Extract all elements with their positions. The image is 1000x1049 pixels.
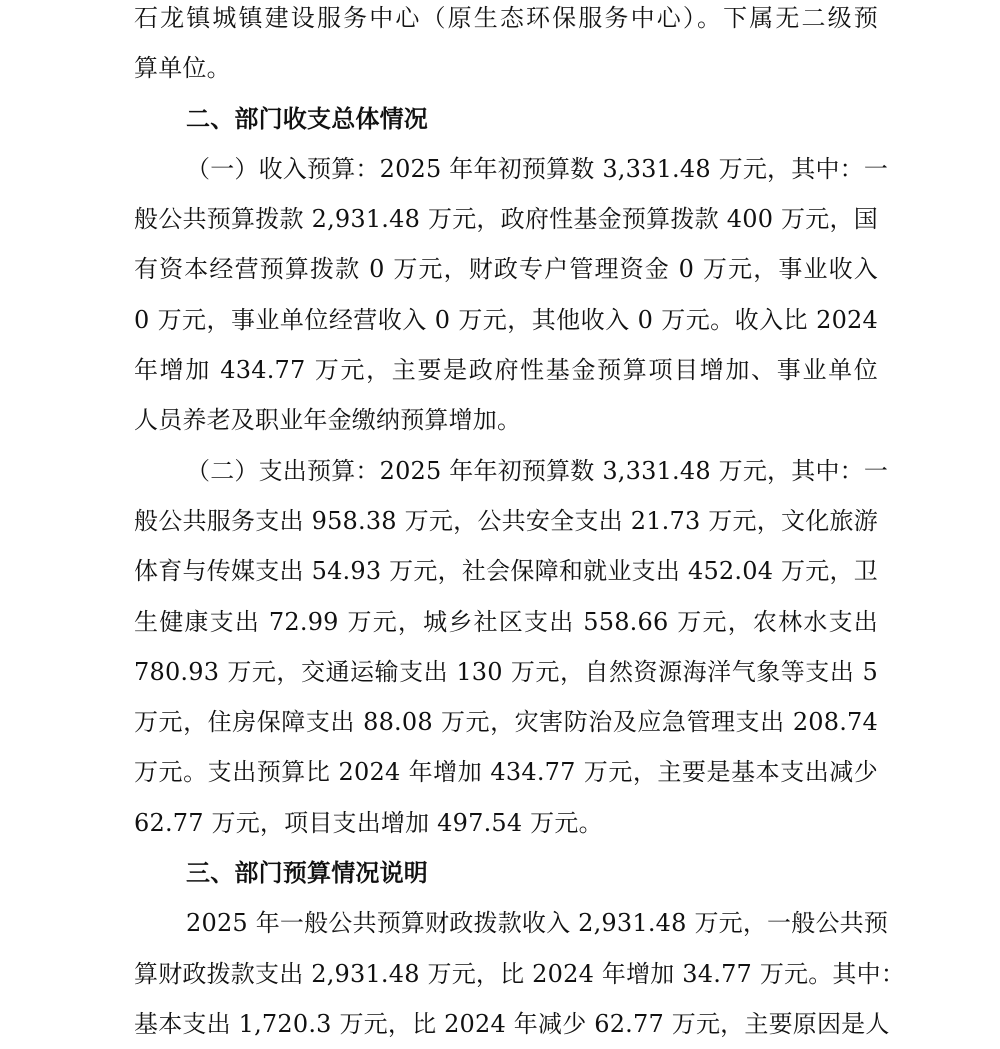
- text-line: 0 万元，事业单位经营收入 0 万元，其他收入 0 万元。收入比 2024: [134, 305, 878, 334]
- text-line: 算单位。: [134, 54, 231, 83]
- section-heading-overview: 二、部门收支总体情况: [186, 104, 428, 133]
- text-line: 62.77 万元，项目支出增加 497.54 万元。: [134, 808, 603, 837]
- text-line: （二）支出预算：2025 年年初预算数 3,331.48 万元，其中：一: [186, 456, 889, 485]
- document-page: [134, 0, 906, 1049]
- income-budget-paragraph: [134, 144, 889, 446]
- budget-explanation-paragraph: [134, 898, 906, 1049]
- text-line: 780.93 万元，交通运输支出 130 万元，自然资源海洋气象等支出 5: [134, 657, 878, 686]
- text-line: 人员养老及职业年金缴纳预算增加。: [134, 406, 522, 435]
- text-line: 算财政拨款支出 2,931.48 万元，比 2024 年增加 34.77 万元。其中：: [134, 959, 906, 988]
- text-line: 有资本经营预算拨款 0 万元，财政专户管理资金 0 万元，事业收入: [134, 255, 878, 284]
- text-line: 体育与传媒支出 54.93 万元，社会保障和就业支出 452.04 万元，卫: [134, 557, 878, 586]
- text-line: （一）收入预算：2025 年年初预算数 3,331.48 万元，其中：一: [186, 154, 889, 183]
- section-heading-budget-explanation: 三、部门预算情况说明: [186, 859, 428, 888]
- text-line: 年增加 434.77 万元，主要是政府性基金预算项目增加、事业单位: [134, 356, 878, 385]
- text-line: 生健康支出 72.99 万元，城乡社区支出 558.66 万元，农林水支出: [134, 607, 878, 636]
- text-line: 基本支出 1,720.3 万元，比 2024 年减少 62.77 万元，主要原因是人: [134, 1009, 890, 1038]
- text-line: 万元，住房保障支出 88.08 万元，灾害防治及应急管理支出 208.74: [134, 708, 878, 737]
- text-line: 2025 年一般公共预算财政拨款收入 2,931.48 万元，一般公共预: [186, 909, 889, 938]
- text-line: 万元。支出预算比 2024 年增加 434.77 万元，主要是基本支出减少: [134, 758, 878, 787]
- text-line: 般公共服务支出 958.38 万元，公共安全支出 21.73 万元，文化旅游: [134, 506, 878, 535]
- text-line: 般公共预算拨款 2,931.48 万元，政府性基金预算拨款 400 万元，国: [134, 205, 878, 234]
- intro-paragraph: [134, 0, 878, 94]
- expenditure-budget-paragraph: [134, 446, 889, 848]
- text-line: 石龙镇城镇建设服务中心（原生态环保服务中心）。下属无二级预: [134, 4, 878, 32]
